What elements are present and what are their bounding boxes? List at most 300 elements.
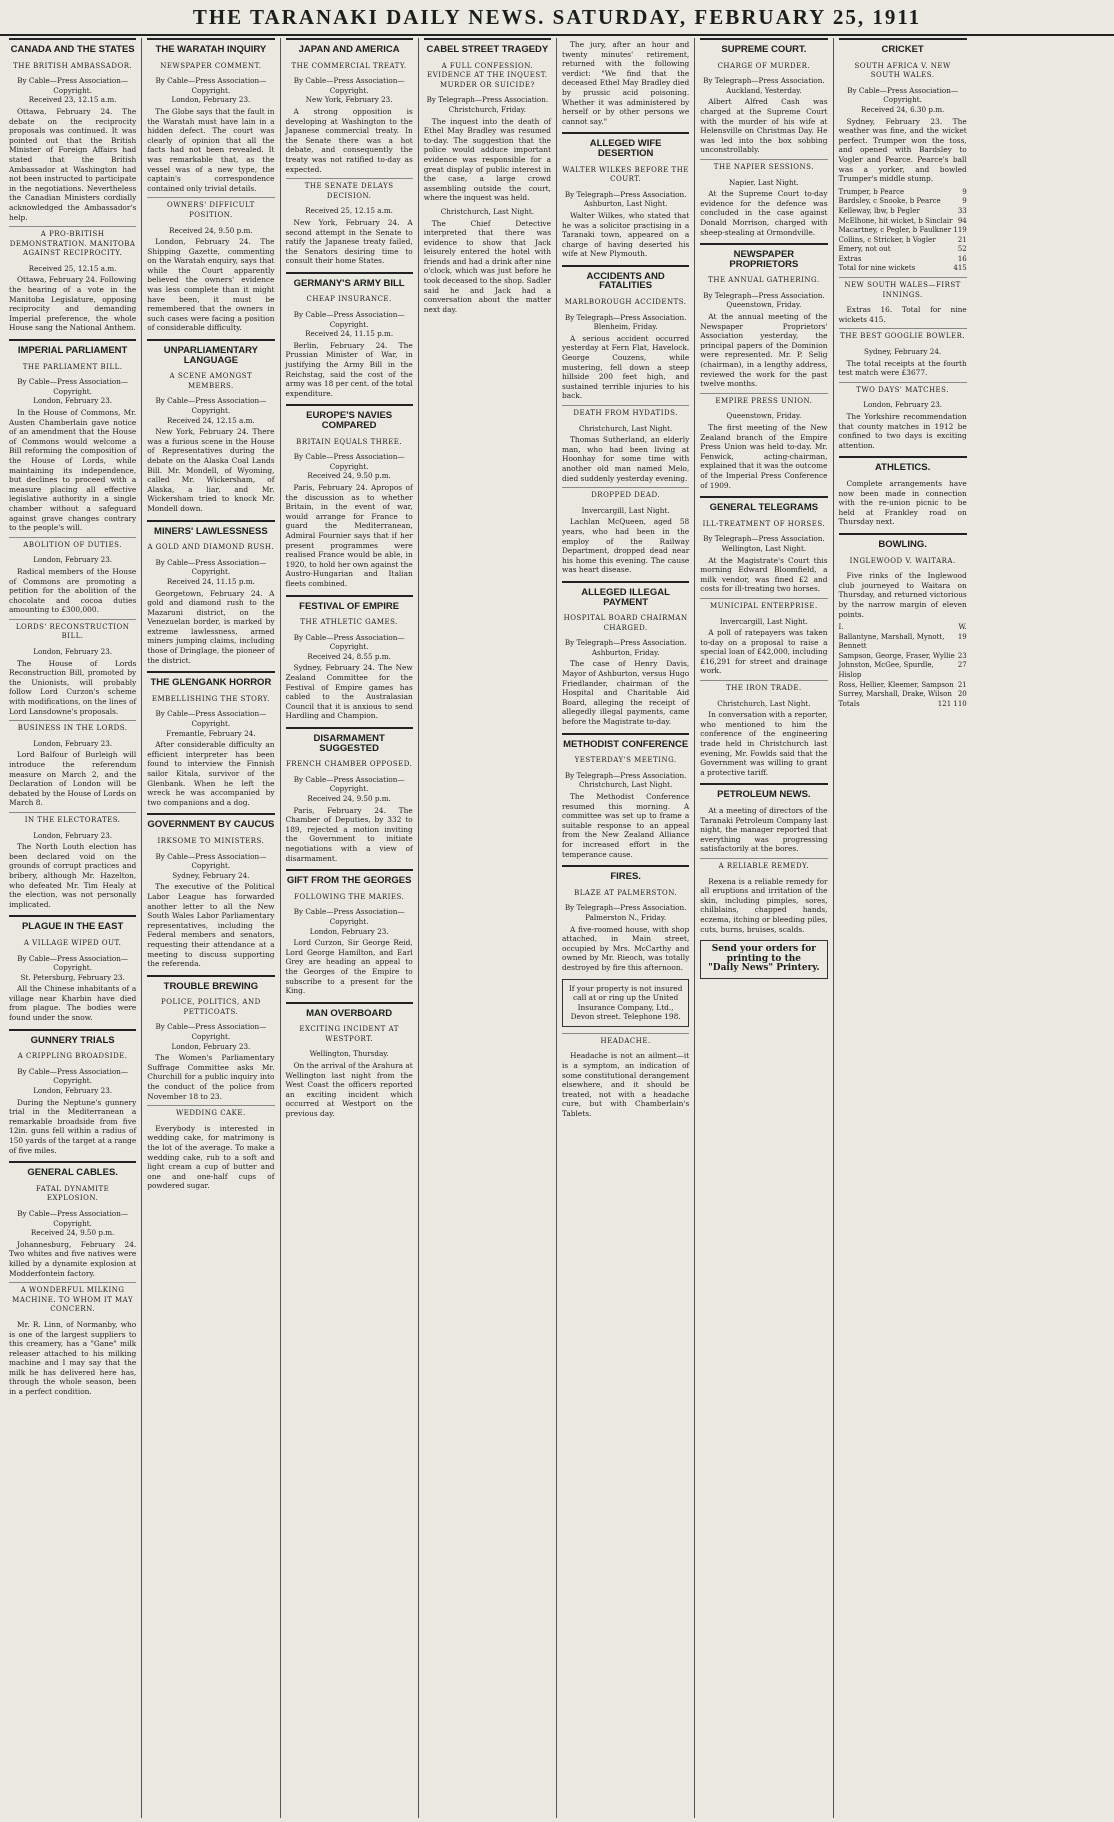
story-dateline: London, February 23. xyxy=(309,926,389,936)
story xyxy=(700,680,827,777)
story-subheading: EXCITING INCIDENT AT WESTPORT. xyxy=(299,1025,399,1043)
story-credit: By Cable—Press Association—Copyright. xyxy=(293,632,405,652)
story-dateline: Received 23, 12.15 a.m. xyxy=(28,95,117,105)
story-credit: By Cable—Press Association—Copyright. xyxy=(17,76,129,95)
story xyxy=(286,595,413,722)
story-body: Complete arrangements have now been made in connection with the re-union picnic to be held at Frankley road on Thursday next. xyxy=(838,478,967,527)
rink-names: Ballantyne, Marshall, Mynott, Bennett xyxy=(838,632,945,651)
story-headline: METHODIST CONFERENCE xyxy=(562,733,689,754)
story-headline: ALLEGED WIFE DESERTION xyxy=(562,132,689,162)
story-body: The case of Henry Davis, Mayor of Ashburton, versus Hugo Friedlander, chairman of the Hospital and Charitable Aid Board, alleging the receipt of allegedly illegal payments, came before the Magistrate to-day. xyxy=(562,659,690,727)
story xyxy=(700,243,827,389)
story-dateline: Received 24, 9.50 p.m. xyxy=(30,1228,115,1238)
story-subheading: POLICE, POLITICS, AND PETTICOATS. xyxy=(161,998,261,1016)
story-credit: By Cable—Press Association—Copyright. xyxy=(17,953,129,973)
story-body: A serious accident occurred yesterday at Fern Flat, Havelock. George Couzens, while mustering, fell down a steep hillside 200 feet high, and sustained terrible injuries to his back. xyxy=(562,333,690,401)
story-dateline: Wellington, Last Night. xyxy=(721,543,807,553)
story-body: Everybody is interested in wedding cake, for matrimony is the lot of the average. To make a wedding cake, rub to a soft and light cream a cup of butter and one and one-half cups of powdered sugar. xyxy=(147,1123,275,1191)
story-headline: SUPREME COURT. xyxy=(700,38,827,59)
batsman-name: Emery, not out xyxy=(838,245,891,254)
story-subheading: THE ANNUAL GATHERING. xyxy=(708,276,820,285)
printery-advertisement xyxy=(700,940,827,979)
story-body: The Chief Detective interpreted that there was evidence to show that Jack leisurely entered the hotel with friends and had a drink after nine o'clock, which was just before he took deceased to the shop. Sadler said he and Jack had a conversation about the matter next day. xyxy=(423,218,551,314)
story-dateline: London, February 23. xyxy=(33,830,113,840)
story xyxy=(839,38,967,184)
story-subheading: THE BRITISH AMBASSADOR. xyxy=(13,61,133,70)
story-headline: JAPAN AND AMERICA xyxy=(286,38,413,59)
story-credit: By Cable—Press Association—Copyright. xyxy=(155,396,267,415)
story-dateline: London, February 23. xyxy=(171,95,251,105)
story-dateline: Palmerston N., Friday. xyxy=(585,912,667,922)
story-headline: CRICKET xyxy=(839,38,967,59)
story-body: Sydney, February 24. The New Zealand Committee for the Festival of Empire games has cabled to the Australasian Council that it is anxious to send Hardling and Champion. xyxy=(285,663,413,721)
story xyxy=(839,382,967,451)
story-headline: GIFT FROM THE GEORGES xyxy=(286,869,413,890)
story-body: A poll of ratepayers was taken to-day on a proposal to raise a special loan of £42,000, including £16,291 for street and drainage work. xyxy=(700,628,828,676)
story-body: At the Magistrate's Court this morning Edward Bloomfield, a milk vendor, was fined £2 and costs for ill-treating two horses. xyxy=(700,555,828,594)
story-subheading: FATAL DYNAMITE EXPLOSION. xyxy=(35,1184,110,1203)
story-subheading: THE PARLIAMENT BILL. xyxy=(22,362,123,371)
story-dateline: Received 24, 6.30 p.m. xyxy=(860,104,945,114)
story-headline: DISARMAMENT SUGGESTED xyxy=(286,727,413,757)
story-credit: By Telegraph—Press Association. xyxy=(564,770,687,780)
story-dateline: London, February 23. xyxy=(33,738,113,748)
story xyxy=(424,207,551,315)
story-headline: IMPERIAL PARLIAMENT xyxy=(9,339,136,360)
story-subheading: THE NAPIER SESSIONS. xyxy=(700,159,827,173)
runs-value: 33 xyxy=(957,206,967,215)
story-subheading: A FULL CONFESSION. EVIDENCE AT THE INQUEST. MURDER OR SUICIDE? xyxy=(427,61,548,89)
story-dateline: Christchurch, Last Night. xyxy=(578,423,673,433)
story-subheading: DROPPED DEAD. xyxy=(562,487,689,501)
story-subheading: THE ATHLETIC GAMES. xyxy=(300,618,398,627)
batsman-name: Trumper, b Pearce xyxy=(838,187,905,196)
story xyxy=(286,272,413,399)
story-body: On the arrival of the Arahura at Wellington last night from the West Coast the officers reported an exciting incident which occurred at Westport on the previous day. xyxy=(285,1061,413,1119)
story-body: Albert Alfred Cash was charged at the Supreme Court with the murder of his wife at Helensville on Christmas Day. He was led into the box sobbing unconstrollably. xyxy=(700,97,828,155)
story xyxy=(147,339,274,514)
story-dateline: Christchurch, Last Night. xyxy=(578,780,673,790)
story xyxy=(700,598,827,676)
bowling-score-row xyxy=(839,700,967,710)
story-credit: By Cable—Press Association—Copyright. xyxy=(293,310,405,329)
story-body: Lachlan McQueen, aged 58 years, who had been in the employ of the Railway Department, dropped dead near his home this evening. The cause was heart disease. xyxy=(562,517,690,575)
story xyxy=(147,671,274,807)
runs-value: 94 xyxy=(957,216,967,225)
story-headline: FIRES. xyxy=(562,865,689,886)
story-subheading: MARLBOROUGH ACCIDENTS. xyxy=(564,298,687,307)
runs-value: 9 xyxy=(962,197,967,206)
story xyxy=(700,783,827,854)
story-headline: ALLEGED ILLEGAL PAYMENT xyxy=(562,581,689,611)
story-headline: ACCIDENTS AND FATALITIES xyxy=(562,265,689,295)
story-body: Sydney, February 23. The weather was fine, and the wicket perfect. Trumper won the toss, and opened with Bardsley to Vogler and Pearce. Pearce's ball was a yorker, and bowled Trumper's middle stump. xyxy=(838,116,967,184)
story xyxy=(9,38,136,222)
cricket-score-row xyxy=(839,255,967,265)
story-dateline: Received 24, 9.50 p.m. xyxy=(169,225,253,235)
story-dateline: Ashburton, Last Night. xyxy=(583,199,668,209)
rink-score: 121 110 xyxy=(937,699,967,708)
story-headline: THE GLENGANK HORROR xyxy=(147,671,274,692)
cricket-score-row xyxy=(839,226,967,236)
story-body: In the House of Commons, Mr. Austen Chamberlain gave notice of an amendment that the House of Commons would welcome a Bill reforming the composition of the House of Lords, while maintaining its independence, but declines to proceed with a measure placing all effective legislative authority in a single chamber without a safeguard against grave changes contrary to the people's will. xyxy=(9,408,137,533)
story-subheading: CHARGE OF MURDER. xyxy=(717,61,811,70)
story-subheading: WALTER WILKES BEFORE THE COURT. xyxy=(562,165,689,184)
story-credit: By Telegraph—Press Association. xyxy=(426,95,549,105)
story xyxy=(9,1282,136,1397)
cricket-score-row xyxy=(839,245,967,255)
story-headline: THE WARATAH INQUIRY xyxy=(147,38,274,59)
story-body: Lord Curzon, Sir George Reid, Lord George Hamilton, and Earl Grey are heading an appeal to the Georges of the Empire to subscribe to a present for the King. xyxy=(285,938,413,996)
story xyxy=(562,405,689,483)
story-body: Ottawa, February 24. The debate on the reciprocity proposals was continued. It was pointed out that the British Minister of Foreign Affairs had stated that the British Ambassador at Washington had not been instructed to participate in the negotiations. Nevertheless the Canadian Ministers cordially acknowledged the Ambassador's help. xyxy=(9,106,137,222)
story-subheading: A GOLD AND DIAMOND RUSH. xyxy=(147,543,275,552)
story-body: After considerable difficulty an efficient interpreter has been found to interview the Finnish sailor Kitala, survivor of the Glenbank. When he left the wreck he was accompanied by two companions and a dog. xyxy=(147,740,275,807)
rink-names: Totals xyxy=(838,699,860,708)
story-dateline: Received 24, 11.15 p.m. xyxy=(166,576,255,586)
story-dateline: Christchurch, Friday. xyxy=(448,104,527,114)
story-body: Radical members of the House of Commons are promoting a petition for the abolition of the chocolate and cocoa duties amounting to £300,000. xyxy=(9,566,137,615)
runs-value: 9 xyxy=(962,187,967,196)
story xyxy=(562,132,689,259)
story-dateline: Received 25, 12.15 a.m. xyxy=(305,206,393,216)
story xyxy=(9,1161,136,1278)
story-body: A strong opposition is developing at Washington to the Japanese commercial treaty. In the Senate there was a hot debate, and consequently the treaty was not ratified to-day as expected. xyxy=(285,106,413,174)
story xyxy=(286,404,413,588)
batsman-name: Kelleway, lbw, b Pegler xyxy=(838,206,920,215)
story-dateline: London, February 23. xyxy=(863,400,943,410)
story-dateline: London, February 23. xyxy=(33,1086,113,1096)
story-dateline: Ashburton, Friday. xyxy=(591,647,660,657)
story-body: London, February 24. The Shipping Gazette, commenting on the Waratah enquiry, says that while the Court apparently believed the owners' evidence was less complete than it might have been, it must be remembered that the owners in such cases were facing a position of considerable difficulty. xyxy=(147,237,275,333)
story-subheading: YESTERDAY'S MEETING. xyxy=(574,756,677,765)
story-dateline: St. Petersburg, February 23. xyxy=(20,972,125,982)
story-subheading: A SCENE AMONGST MEMBERS. xyxy=(169,372,253,390)
story xyxy=(9,720,136,808)
story-subheading: WEDDING CAKE. xyxy=(147,1105,274,1119)
story xyxy=(700,858,827,934)
story xyxy=(562,733,689,860)
story-body: A five-roomed house, with shop attached, in Main street, occupied by Mrs. McCarthy and owned by Mr. Rieoch, was totally destroyed by fire this afternoon. xyxy=(562,924,690,972)
story-body: At the Supreme Court to-day evidence for the defence was concluded in the case against Donald Morrison, charged with sheep-stealing at Ormondville. xyxy=(700,189,828,237)
story xyxy=(9,226,136,333)
ad-line: Send your orders for printing to the xyxy=(711,944,816,964)
story-body: The first meeting of the New Zealand branch of the Empire Press Union was held to-day. Mr. Fenwick, acting-chairman, explained that it was the outcome of the Imperial Press Conference of 1909. xyxy=(700,423,828,490)
story-subheading: IN THE ELECTORATES. xyxy=(9,812,136,826)
story-dateline: Fremantle, February 24. xyxy=(166,728,256,738)
rink-score: 21 xyxy=(957,680,967,689)
rink-names: I. xyxy=(838,623,844,632)
story-headline: GERMANY'S ARMY BILL xyxy=(286,272,413,293)
story-body: All the Chinese inhabitants of a village near Kharbin have died from plague. The bodies were found under the snow. xyxy=(9,984,137,1023)
story-dateline: Invercargill, Last Night. xyxy=(581,505,670,515)
story-credit: By Cable—Press Association—Copyright. xyxy=(155,76,267,95)
rink-score: 23 xyxy=(957,651,967,660)
story-dateline: Received 24, 9.50 p.m. xyxy=(307,794,391,803)
story xyxy=(147,197,274,333)
story xyxy=(562,581,689,727)
story-dateline: Queenstown, Friday. xyxy=(726,411,802,421)
story-headline: CABEL STREET TRAGEDY xyxy=(424,38,551,59)
runs-value: 52 xyxy=(957,245,967,254)
story-credit: By Cable—Press Association—Copyright. xyxy=(847,85,959,105)
story-credit: By Telegraph—Press Association. xyxy=(564,312,687,322)
story-body: New York, February 24. A second attempt in the Senate to ratify the Japanese treaty failed, the Senators desiring time to consult their home States. xyxy=(285,217,413,266)
story-dateline: London, February 23. xyxy=(33,396,113,406)
story xyxy=(9,812,136,909)
bowling-score-row xyxy=(839,661,967,680)
story-headline: FESTIVAL OF EMPIRE xyxy=(286,595,413,616)
story-headline: BOWLING. xyxy=(839,533,967,554)
story-credit: By Cable—Press Association—Copyright. xyxy=(17,377,129,396)
story-subheading: BLAZE AT PALMERSTON. xyxy=(574,888,678,897)
rink-score: 27 xyxy=(957,661,967,670)
story xyxy=(839,456,967,527)
newspaper-columns xyxy=(4,38,1110,1818)
story xyxy=(147,520,274,666)
story-subheading: A PRO-BRITISH DEMONSTRATION. MANITOBA AGAINST RECIPROCITY. xyxy=(9,226,136,259)
column-2 xyxy=(142,38,280,1818)
batsman-name: Total for nine wickets xyxy=(838,264,916,273)
story-credit: By Cable—Press Association—Copyright. xyxy=(17,1066,129,1086)
story-credit: By Telegraph—Press Association. xyxy=(564,189,687,199)
masthead: THE TARANAKI DAILY NEWS. SATURDAY, FEBRUARY 25, 1911 xyxy=(0,0,1114,36)
story xyxy=(562,1033,689,1119)
story-dateline: Received 24, 8.55 p.m. xyxy=(307,651,391,661)
story-body: New York, February 24. There was a furious scene in the House of Representatives during the debate on the Alaska Coal Lands Bill. Mr. Mondell, of Wyoming, called Mr. Wickersham, of Alaska, a liar, and Mr. Wickersham tried to knock Mr. Mondell down. xyxy=(147,427,275,513)
story-body: The Methodist Conference resumed this morning. A committee was set up to frame a suitable response to an appeal from the New Zealand Alliance for increased effort in the temperance cause. xyxy=(562,792,690,859)
story xyxy=(9,619,136,716)
story-subheading: BRITAIN EQUALS THREE. xyxy=(296,437,403,446)
runs-value: 21 xyxy=(957,235,967,244)
rink-names: Surrey, Marshall, Drake, Wilson xyxy=(838,690,952,699)
story xyxy=(700,38,827,155)
story-subheading: HOSPITAL BOARD CHAIRMAN CHARGED. xyxy=(563,614,688,632)
story-subheading: SOUTH AFRICA V. NEW SOUTH WALES. xyxy=(854,61,951,80)
story-subheading: EMBELLISHING THE STORY. xyxy=(151,694,270,703)
story-headline: GOVERNMENT BY CAUCUS xyxy=(147,813,274,834)
story xyxy=(839,277,967,324)
story-subheading: DEATH FROM HYDATIDS. xyxy=(562,405,689,419)
story-subheading: BUSINESS IN THE LORDS. xyxy=(9,720,136,734)
story-credit: By Telegraph—Press Association. xyxy=(703,76,825,86)
story-body: Berlin, February 24. The Prussian Minister of War, in justifying the Army Bill in the Reichstag, said the cost of the army was 18 per cent. of the total expenditure. xyxy=(285,340,413,398)
story-body: The North Louth election has been declared void on the grounds of corrupt practices and bribery, although Mr. Hazelton, who defeated Mr. Tim Healy at the election, was not personally implicated. xyxy=(9,842,137,909)
story-body: During the Neptune's gunnery trial in the Mediterranean a remarkable broadside from five 12in. guns fell within a radius of 150 yards of the target at a range of five miles. xyxy=(9,1097,137,1155)
runs-value: 119 xyxy=(953,226,967,235)
story-body: The House of Lords Reconstruction Bill, promoted by the Unionists, will probably follow Lord Curzon's scheme with modifications, on the lines of Lord Lansdowne's proposals. xyxy=(9,658,137,716)
story-headline: ATHLETICS. xyxy=(839,456,967,477)
runs-value: 16 xyxy=(957,254,967,263)
story-credit: By Cable—Press Association—Copyright. xyxy=(155,709,267,729)
story xyxy=(9,1029,136,1156)
story-body: Paris, February 24. The Chamber of Deputies, by 332 to 189, rejected a motion inviting the Government to initiate negotiations with a view of disarmament. xyxy=(285,805,413,863)
story-dateline: London, February 23. xyxy=(33,647,113,657)
batsman-name: McElhone, hit wicket, b Sinclair xyxy=(838,216,953,225)
story-body: Georgetown, February 24. A gold and diamond rush to the Mazaruni district, on the Venezuelan border, is marked by extreme lawlessness, armed miners jumping claims, including those of Dringlage, the pioneer of the district. xyxy=(147,588,275,665)
story-body: In conversation with a reporter, who mentioned to him the conference of the engineering trade held in Christchurch last evening, Mr. Fowlds said that the Government was willing to grant a protective tariff. xyxy=(700,710,828,777)
story xyxy=(700,159,827,237)
story-credit: By Cable—Press Association—Copyright. xyxy=(293,774,405,794)
story-body: At the annual meeting of the Newspaper Proprietors' Association yesterday, the principal papers of the Dominion were represented. Mr. P. Selig (chairman), in a lengthy address, reviewed the work for the past twelve months. xyxy=(700,312,828,389)
story-credit: By Cable—Press Association—Copyright. xyxy=(155,1022,267,1042)
story xyxy=(9,915,136,1022)
story-headline: EUROPE'S NAVIES COMPARED xyxy=(286,404,413,434)
story-dateline: Invercargill, Last Night. xyxy=(719,616,808,626)
bowling-score-row xyxy=(839,681,967,691)
story-credit: By Cable—Press Association—Copyright. xyxy=(155,851,267,871)
rink-names: Sampson, George, Fraser, Wyllie xyxy=(838,651,955,660)
story xyxy=(147,975,274,1102)
story xyxy=(839,328,967,377)
story-subheading: IRKSOME TO MINISTERS. xyxy=(157,836,265,845)
story-subheading: INGLEWOOD V. WAITARA. xyxy=(849,556,956,565)
story-dateline: Sydney, February 24. xyxy=(172,870,250,880)
column-7 xyxy=(834,38,972,1818)
story-subheading: EMPIRE PRESS UNION. xyxy=(700,393,827,407)
story-subheading: A CRIPPLING BROADSIDE. xyxy=(17,1052,128,1061)
bowling-score-row xyxy=(839,633,967,652)
insurance-advertisement: If your property is not insured call at or ring up the United Insurance Company, Ltd., Devon street. Telephone 198. xyxy=(562,979,689,1027)
story-subheading: THE IRON TRADE. xyxy=(700,680,827,694)
column-3 xyxy=(281,38,419,1818)
cricket-score-row xyxy=(839,207,967,217)
story-body: Headache is not an ailment—it is a symptom, an indication of some constitutional derangement elsewhere, and it should be treated, not with a headache cure, but with Chamberlain's Tablets. xyxy=(562,1051,690,1119)
story-headline: PETROLEUM NEWS. xyxy=(700,783,827,804)
story-subheading: A RELIABLE REMEDY. xyxy=(700,858,827,872)
story xyxy=(286,727,413,863)
cricket-score-row xyxy=(839,188,967,198)
story xyxy=(839,533,967,619)
story-subheading: OWNERS' DIFFICULT POSITION. xyxy=(147,197,274,220)
story-dateline: Received 24, 9.50 p.m. xyxy=(307,471,391,481)
story-headline: UNPARLIAMENTARY LANGUAGE xyxy=(147,339,274,369)
story-subheading: A WONDERFUL MILKING MACHINE. TO WHOM IT MAY CONCERN. xyxy=(9,1282,136,1315)
story xyxy=(286,38,413,174)
story-credit: By Cable—Press Association—Copyright. xyxy=(155,557,267,577)
story-dateline: Queenstown, Friday. xyxy=(726,300,802,310)
story-body: The total receipts at the fourth test match were £3677. xyxy=(838,358,967,378)
story-dateline: Christchurch, Last Night. xyxy=(717,698,811,708)
story-subheading: THE BEST GOOGLIE BOWLER. xyxy=(839,328,967,342)
story-dateline: Received 24, 12.15 a.m. xyxy=(167,415,255,425)
story-body: The jury, after an hour and twenty minutes' retirement, returned with the following verdict: "We find that the deceased Ethel May Bradley died by prussic acid poisoning. Whether it was administered by herself or by other persons we cannot say." xyxy=(562,40,690,126)
story-credit: By Telegraph—Press Association. xyxy=(564,638,687,648)
story-headline: GUNNERY TRIALS xyxy=(9,1029,136,1050)
cricket-score-row xyxy=(839,197,967,207)
story-subheading: ABOLITION OF DUTIES. xyxy=(9,537,136,551)
column-5 xyxy=(557,38,695,1818)
bowling-score-row xyxy=(839,690,967,700)
story-subheading: LORDS' RECONSTRUCTION BILL. xyxy=(9,619,136,642)
story xyxy=(700,393,827,490)
story-dateline: Received 24, 11.15 p.m. xyxy=(305,329,394,339)
rink-score: 20 xyxy=(957,690,967,699)
story xyxy=(147,813,274,968)
story-body: Paris, February 24. Apropos of the discussion as to whether Britain, in the event of war, would arrange for France to guard the Mediterranean, Admiral Fournier says that if her present programmes were realised France would be able, in 1920, to hold her own against the Austro-Hungarian and Italian fleets combined. xyxy=(285,482,413,588)
story-body: Ottawa, February 24. Following the hearing of a vote in the Manitoba Legislature, opposing reciprocity and demanding Imperial preference, the whole House sang the National Anthem. xyxy=(9,275,137,333)
story-credit: By Cable—Press Association—Copyright. xyxy=(17,1208,129,1228)
story-body: Rexena is a reliable remedy for all eruptions and irritation of the skin, including pimples, sores, chilblains, chapped hands, eczema, itching or bleeding piles, cuts, burns, bruises, scalds. xyxy=(700,876,828,934)
story xyxy=(700,496,827,594)
story-subheading: THE COMMERCIAL TREATY. xyxy=(291,61,407,70)
story-dateline: Sydney, February 24. xyxy=(864,347,942,357)
story-credit: By Telegraph—Press Association. xyxy=(703,534,825,544)
cricket-score-row xyxy=(839,264,967,274)
story-credit: By Telegraph—Press Association. xyxy=(564,903,687,913)
story-body: Lord Balfour of Burleigh will introduce the referendum measure on March 2, and the Declaration of London will be debated by the House of Lords on March 8. xyxy=(9,750,137,808)
story xyxy=(286,178,413,266)
rink-score: 19 xyxy=(957,632,967,641)
story-dateline: Christchurch, Last Night. xyxy=(440,206,535,216)
story-subheading: NEW SOUTH WALES—FIRST INNINGS. xyxy=(839,277,967,300)
story-headline: GENERAL CABLES. xyxy=(9,1161,136,1182)
bowling-score-row xyxy=(839,652,967,662)
column-4 xyxy=(419,38,557,1818)
story-dateline: New York, February 23. xyxy=(305,95,393,105)
story-body: The Women's Parliamentary Suffrage Committee asks Mr. Churchill for a public inquiry into the conduct of the police from November 18 to 23. xyxy=(147,1053,275,1101)
story-headline: MINERS' LAWLESSNESS xyxy=(147,520,274,541)
runs-value: 415 xyxy=(953,264,967,273)
story-credit: By Telegraph—Press Association. xyxy=(703,290,825,300)
story-subheading: A VILLAGE WIPED OUT. xyxy=(23,938,122,947)
story-subheading: NEWSPAPER COMMENT. xyxy=(160,61,262,70)
column-1 xyxy=(4,38,142,1818)
column-6 xyxy=(695,38,833,1818)
story xyxy=(147,38,274,193)
story-subheading: FOLLOWING THE MARIES. xyxy=(293,892,405,901)
story-body: Walter Wilkes, who stated that he was a solicitor practising in a Taranaki town, appeared on a charge of having deserted his wife at New Plymouth. xyxy=(562,210,690,259)
story xyxy=(562,487,689,575)
story-body: Five rinks of the Inglewood club journeyed to Waitara on Thursday, and returned victorious by the narrow margin of eleven points. xyxy=(838,571,967,619)
story-subheading: MUNICIPAL ENTERPRISE. xyxy=(700,598,827,612)
story-credit: By Cable—Press Association—Copyright. xyxy=(293,76,405,95)
story-headline: TROUBLE BREWING xyxy=(147,975,274,996)
story-body: The inquest into the death of Ethel May Bradley was resumed to-day. The suggestion that the police would adduce important evidence was responsible for a great display of public interest in the case, a large crowd assembling outside the court, where the inquest was held. xyxy=(423,116,551,203)
story-subheading: THE SENATE DELAYS DECISION. xyxy=(286,178,413,201)
story-body: At a meeting of directors of the Taranaki Petroleum Company last night, the manager reported that everything was progressing satisfactorily at the bores. xyxy=(700,806,828,854)
story-body: The executive of the Political Labor League has forwarded another letter to all the New South Wales Labor Parliamentary representatives, including the Federal members and senators, requesting their attendance at a meeting to discuss supporting the referenda. xyxy=(147,882,275,969)
story-body: Johannesburg, February 24. Two whites and five natives were killed by a dynamite explosion at Modderfontein factory. xyxy=(9,1239,137,1278)
story-dateline: London, February 23. xyxy=(33,555,113,565)
story-subheading: ILL-TREATMENT OF HORSES. xyxy=(702,519,826,528)
story-headline: NEWSPAPER PROPRIETORS xyxy=(700,243,827,273)
story-headline: GENERAL TELEGRAMS xyxy=(700,496,827,517)
story-subheading: TWO DAYS' MATCHES. xyxy=(839,382,967,396)
story-dateline: Wellington, Thursday. xyxy=(309,1049,389,1059)
story-headline: MAN OVERBOARD xyxy=(286,1002,413,1023)
rink-names: Johnston, McGee, Spurdle, Hislop xyxy=(838,661,934,680)
story xyxy=(562,40,689,126)
bowling-score-row xyxy=(839,623,967,633)
story-body: Extras 16. Total for nine wickets 415. xyxy=(838,305,967,324)
story-body: The Globe says that the fault in the Waratah must have lain in a hidden defect. The court was clearly of opinion that all the facts had not been revealed. It was remarkable that, as the vessel was of a new type, the captain's correspondence contained only trivial details. xyxy=(147,106,275,193)
story xyxy=(9,537,136,615)
story xyxy=(9,339,136,533)
story-headline: CANADA AND THE STATES xyxy=(9,38,136,59)
story-body: Mr. R. Linn, of Normanby, who is one of the largest suppliers to this creamery, has a "Gane" milk releaser attached to his milking machine and I may say that the milk he has delivered here has, through the whole season, been in a perfect condition. xyxy=(9,1319,137,1397)
story-dateline: Blenheim, Friday. xyxy=(593,322,658,332)
batsman-name: Collins, c Stricker, b Vogler xyxy=(838,235,936,244)
batsman-name: Bardsley, c Snooke, b Pearce xyxy=(838,197,941,206)
story-credit: By Cable—Press Association—Copyright. xyxy=(293,907,405,926)
batsman-name: Extras xyxy=(838,254,862,263)
batsman-name: Macartney, c Pegler, b Faulkner xyxy=(838,226,952,235)
story xyxy=(286,869,413,996)
story-subheading: FRENCH CHAMBER OPPOSED. xyxy=(285,760,413,769)
cricket-score-row xyxy=(839,217,967,227)
story xyxy=(147,1105,274,1191)
